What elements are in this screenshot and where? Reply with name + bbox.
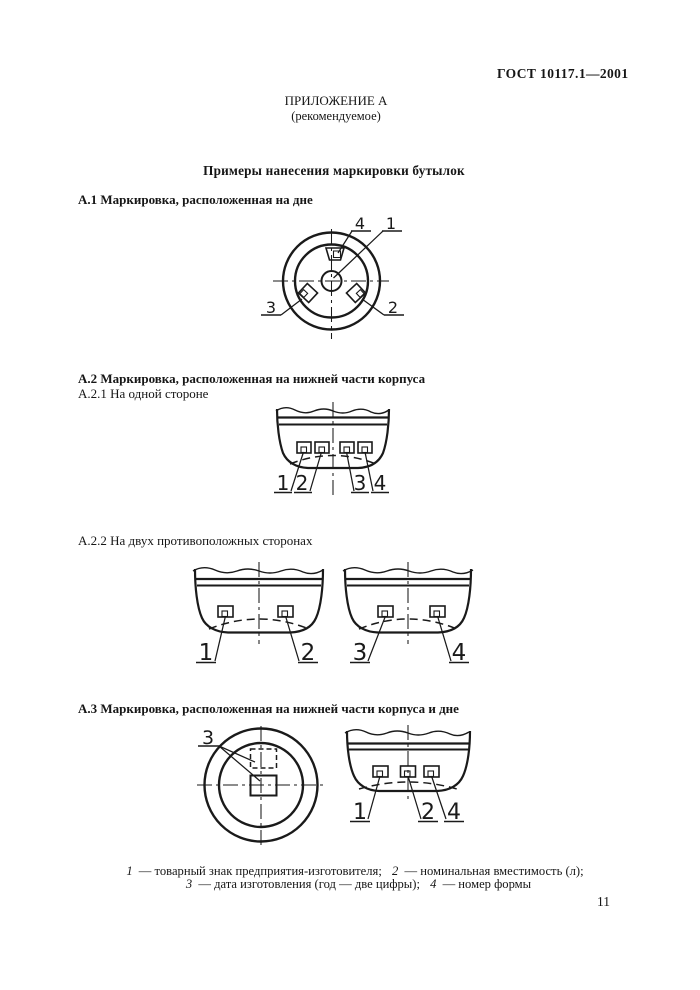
figure-label-4: 4 [451,640,467,666]
leader-line [219,746,255,762]
marking-rects [297,442,372,453]
figure-label-2: 2 [295,471,309,495]
figure-label-2: 2 [300,640,316,666]
figure-a22-two-sides [185,556,480,671]
marking-date-stamp [326,248,344,260]
bottom-view-circle [197,726,326,845]
leader-line [362,299,384,315]
legend-item-number: 2 [392,864,399,878]
figure-label-3: 3 [265,298,277,317]
appendix-note: (рекомендуемое) [291,108,381,123]
figure-legend [0,865,700,892]
legend-item-number: 3 [185,877,193,892]
section-heading-a21: А.2.1 На одной стороне [78,386,209,401]
section-heading-a2: А.2 Маркировка, расположенная на нижней части корпуса [78,371,426,386]
figure-a1-bottom-view [245,206,420,346]
figure-label-3: 3 [352,640,368,666]
figure-label-4: 4 [354,214,366,233]
leader-line [281,299,302,315]
legend-item-number: 1 [126,864,133,878]
figure-label-4: 4 [373,471,387,495]
figure-a21-one-side [258,400,403,500]
break-wavy-line [193,568,323,574]
legend-item-text: — номер формы [442,877,532,892]
figure-label-1: 1 [385,214,397,233]
figure-label-1: 1 [276,471,290,495]
standard-reference: ГОСТ 10117.1—2001 [497,66,629,81]
legend-line-1 [0,865,700,878]
figure-label-3: 3 [353,471,367,495]
leader-line [368,776,380,819]
legend-item-text: — номинальная вместимость (л); [404,864,584,878]
legend-item-text: — дата изготовления (год — две цифры); [198,877,420,892]
right-bottle [343,562,473,666]
appendix-heading [0,94,672,123]
page-number: 11 [597,894,610,909]
break-wavy-line [345,730,469,736]
section-heading-a1: А.1 Маркировка, расположенная на дне [78,192,313,207]
leader-line [310,452,322,491]
figure-label-2: 2 [421,800,435,825]
leader-line [438,616,452,661]
body-view-bottle [345,725,470,825]
page-title: Примеры нанесения маркировки бутылок [203,163,465,178]
figure-label-3: 3 [201,727,215,749]
legend-item-text: — товарный знак предприятия-изготовителя; [138,864,382,878]
section-heading-a3: А.3 Маркировка, расположенная на нижней части корпуса и дне [78,701,459,716]
leader-line [215,616,226,661]
section-heading-a22: А.2.2 На двух противоположных сторонах [78,533,313,548]
figure-label-1: 1 [353,800,367,825]
appendix-label: ПРИЛОЖЕНИЕ А [284,93,388,108]
figure-a3-body-and-bottom [190,720,475,850]
marking-rect-dashed [251,749,277,768]
legend-line-2 [0,878,700,891]
figure-label-1: 1 [198,640,214,666]
left-bottle [193,562,323,666]
legend-item-number: 4 [430,877,437,892]
figure-label-2: 2 [387,298,399,317]
figure-label-4: 4 [447,800,461,825]
